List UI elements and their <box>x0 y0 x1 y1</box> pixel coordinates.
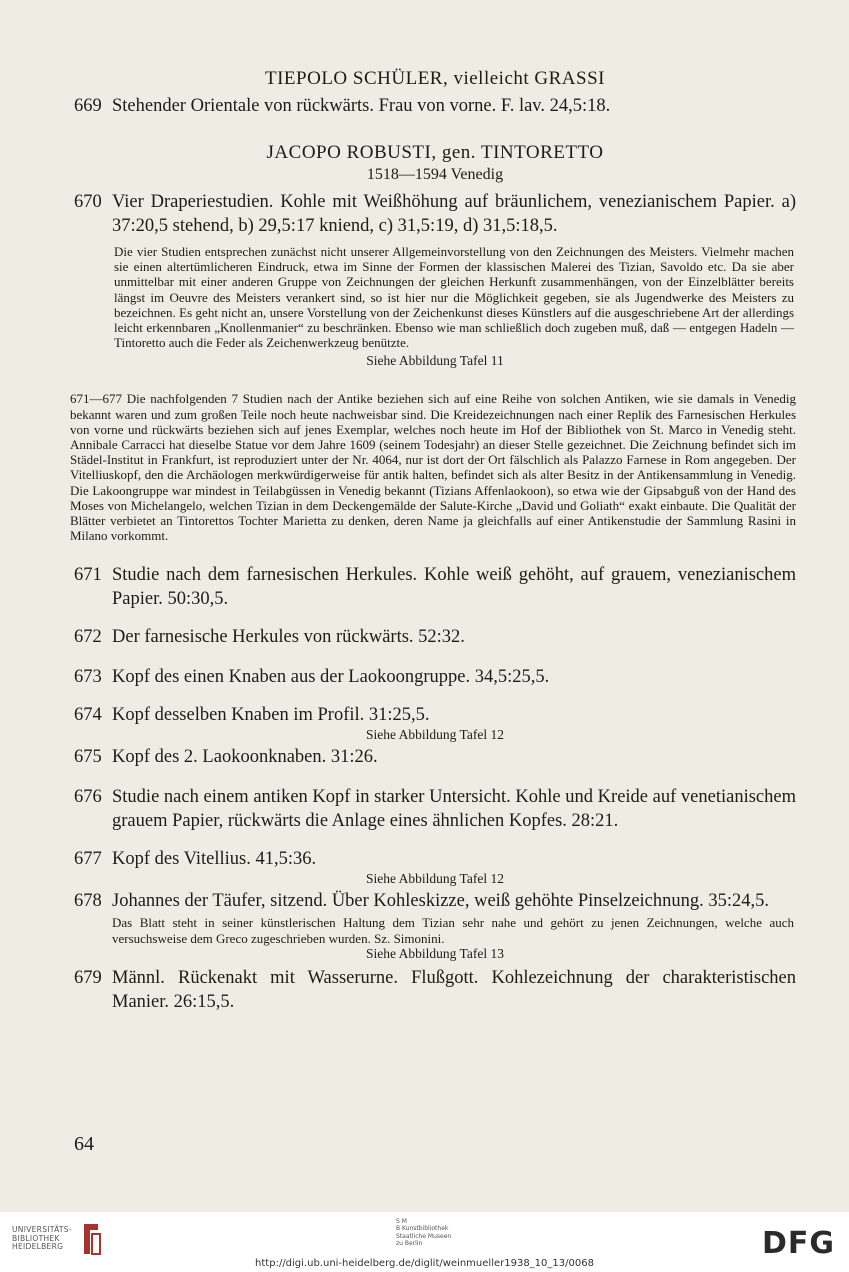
entry-text: Stehender Orientale von rückwärts. Frau von vorne. F. lav. 24,5:18. <box>112 96 611 116</box>
entry-number: 669 <box>74 96 102 116</box>
catalog-entry-678 <box>74 889 796 913</box>
library-emblem-icon <box>78 1222 104 1256</box>
entry-number: 670 <box>74 192 102 212</box>
catalog-entry-673 <box>74 665 796 689</box>
catalog-entry-672 <box>74 625 796 649</box>
entry-text: Kopf desselben Knaben im Profil. 31:25,5. <box>112 705 430 726</box>
dfg-logo[interactable]: DFG <box>761 1226 835 1261</box>
note-678: Das Blatt steht in seiner künstlerischen Haltung dem Tizian sehr nahe und gehört zu jenen Zeichnungen, welche auch versuchsweise dem Greco zugeschrieben wurden. Sz. Simonini. <box>112 915 794 946</box>
catalog-entry-679 <box>74 966 796 1014</box>
plate-reference-677: Siehe Abbildung Tafel 12 <box>366 871 504 887</box>
entry-number: 673 <box>74 667 102 688</box>
catalog-entry-677 <box>74 847 796 871</box>
entry-number: 678 <box>74 891 102 912</box>
entry-text: Kopf des 2. Laokoonknaben. 31:26. <box>112 747 378 768</box>
permalink-url[interactable]: http://digi.ub.uni-heidelberg.de/diglit/weinmueller1938_10_13/0068 <box>255 1258 594 1269</box>
catalog-entry-675 <box>74 745 796 769</box>
catalog-entry-671 <box>74 563 796 611</box>
entry-number: 674 <box>74 705 102 726</box>
section-heading-tintoretto: JACOPO ROBUSTI, gen. TINTORETTO <box>266 142 604 163</box>
entry-text: Studie nach einem antiken Kopf in starker Untersicht. Kohle und Kreide auf venetianischem grauem Papier, rückwärts die Anlage eines ähnlichen Kopfes. 28:21. <box>112 787 796 832</box>
catalog-entry-669 <box>74 94 796 118</box>
catalog-entry-670 <box>74 190 796 238</box>
university-library-logo[interactable] <box>12 1222 104 1256</box>
entry-text: Vier Draperiestudien. Kohle mit Weißhöhung auf bräunlichem, venezianischem Papier. a) 37:20,5 stehend, b) 29,5:17 kniend, c) 31,5:19, d) 31,5:18,5. <box>112 192 796 236</box>
kunstbibliothek-credit: S M B Kunstbibliothek Staatliche Museen zu Berlin <box>396 1218 452 1248</box>
entry-number: 679 <box>74 967 102 988</box>
entry-text: Männl. Rückenakt mit Wasserurne. Flußgott. Kohlezeichnung der charakteristischen Manier. 26:15,5. <box>112 967 796 1012</box>
catalog-entry-676 <box>74 785 796 833</box>
entry-text: Der farnesische Herkules von rückwärts. 52:32. <box>112 627 465 648</box>
artist-dates: 1518—1594 Venedig <box>366 166 504 183</box>
entry-text: Kopf des einen Knaben aus der Laokoongruppe. 34,5:25,5. <box>112 667 550 688</box>
plate-reference-678: Siehe Abbildung Tafel 13 <box>366 945 504 961</box>
entry-number: 677 <box>74 849 102 870</box>
entry-text: Johannes der Täufer, sitzend. Über Kohleskizze, weiß gehöhte Pinselzeichnung. 35:24,5. <box>112 891 770 912</box>
page-content <box>70 68 796 1014</box>
catalog-entry-674 <box>74 703 796 727</box>
entry-number: 671 <box>74 565 102 586</box>
library-name: UNIVERSITÄTS- BIBLIOTHEK HEIDELBERG <box>12 1225 72 1252</box>
plate-reference-670: Siehe Abbildung Tafel 11 <box>366 353 504 369</box>
entry-text: Studie nach dem farnesischen Herkules. Kohle weiß gehöht, auf grauem, venezianischem Papier. 50:30,5. <box>112 565 796 610</box>
entry-number: 675 <box>74 747 102 768</box>
entry-number: 676 <box>74 787 102 808</box>
note-671-677: 671—677 Die nachfolgenden 7 Studien nach der Antike beziehen sich auf eine Reihe von solchen Antiken, wie sie damals in Venedig bekannt waren und zum großen Teile noch heute nachweisbar sind. Die Kreidezeichnungen nach einer Replik des Farnesischen Herkules von vorne und rückwärts beziehen sich auf jenes Exemplar, welches noch heute im Hof der Bibliothek von St. Marco in Venedig steht. Annibale Carracci hat dieselbe Statue vor dem Jahre 1609 (seinem Todesjahr) an dieser Stelle gezeichnet. Die Zeichnung befindet sich im Städel-Institut in Frankfurt, ist reproduziert unter der Nr. 4064, nur ist dort der Ort fälschlich als Palazzo Farnese in Rom angegeben. Der Vitelliuskopf, den die Archäologen merkwürdigerweise für antik halten, befindet sich als alter Besitz in der Antikensammlung in Venedig. Die Lakoongruppe war mindest in Teilabgüssen in Venedig bekannt (Tizians Affenlaokoon), so etwa wie der Gipsabguß von der Hand des Moses von Michelangelo, welchen Tizian in dem Deckengemälde der Salute-Kirche „David und Goliath“ exakt einbaute. Die Qualität der Blätter verbietet an Tintorettos Tochter Marietta zu denken, deren Name ja gleichfalls auf einer Antikenstudie der Sammlung Rasini in Milano vorkommt. <box>70 391 796 544</box>
entry-text: Kopf des Vitellius. 41,5:36. <box>112 849 317 870</box>
section-heading-tiepolo: TIEPOLO SCHÜLER, vielleicht GRASSI <box>265 68 605 89</box>
digitization-footer <box>0 1212 849 1272</box>
plate-reference-674: Siehe Abbildung Tafel 12 <box>366 727 504 743</box>
note-670: Die vier Studien entsprechen zunächst nicht unserer Allgemeinvorstellung von den Zeichnungen des Meisters. Vielmehr machen sie einen altertümlicheren Eindruck, etwa im Sinne der Formen der klassischen Malerei des Tizian, Savoldo etc. Da sie aber unmittelbar mit einer anderen Gruppe von Zeichnungen der gleichen Herkunft zusammenhängen, von der Einzelblätter bereits längst im Oeuvre des Meisters verankert sind, so ist hier nur die Möglichkeit gegeben, sie als Jugendwerke des Meisters zu bezeichnen. Es geht nicht an, unsere Vorstellung von der Zeichenkunst dieses Künstlers auf die ausgeschriebene Art der allerdings leicht erkennbaren „Knollenmanier“ zu beschränken. Ebenso wie man schließlich doch zugeben muß, daß — entgegen Hadeln — Tintoretto auch die Feder als Zeichenwerkzeug benützte. <box>114 244 794 351</box>
page-number: 64 <box>74 1133 94 1155</box>
entry-number: 672 <box>74 627 102 648</box>
